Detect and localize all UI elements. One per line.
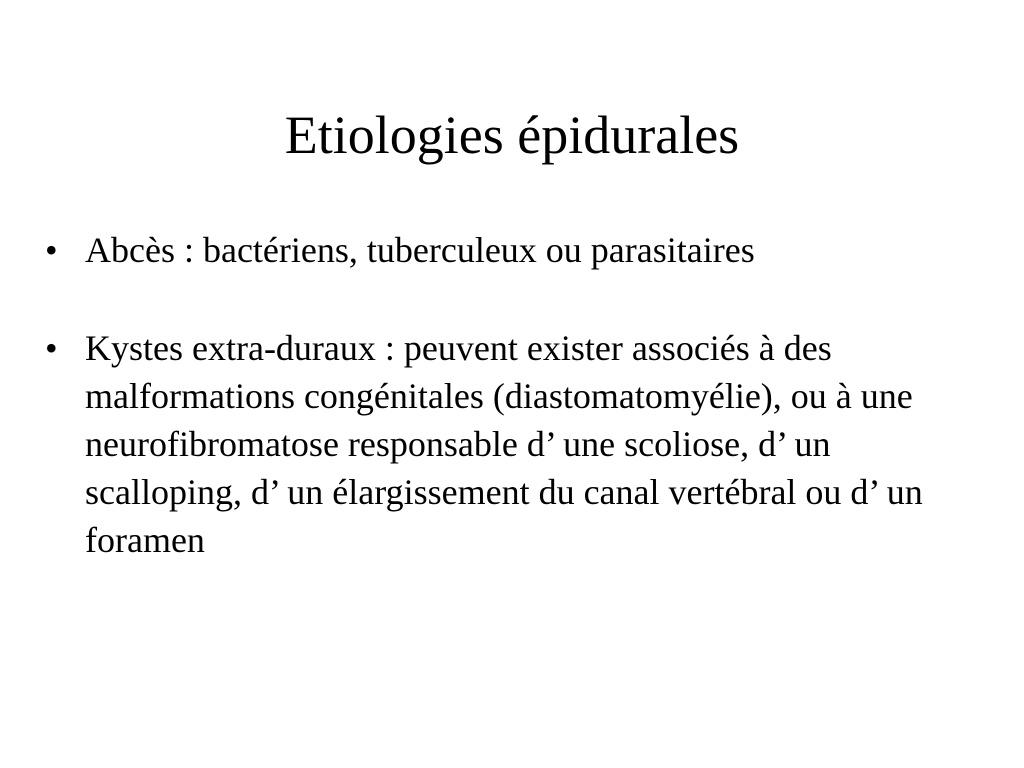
bullet-text: Kystes extra-duraux : peuvent exister associés à des malformations congénitales (diastomatomyélie), ou à une neurofibromatose responsable d’ une scoliose, d’ un scalloping, d’ un élargissement du canal vertébral ou d’ un foramen	[85, 328, 923, 560]
slide-title: Etiologies épidurales	[284, 105, 740, 165]
bullet-item-abces	[45, 226, 975, 274]
bullet-item-kystes	[45, 324, 970, 564]
bullet-text: Abcès : bactériens, tuberculeux ou parasitaires	[85, 230, 755, 270]
bullet-marker: •	[45, 230, 58, 270]
bullet-list	[45, 226, 975, 614]
bullet-marker: •	[45, 328, 58, 368]
